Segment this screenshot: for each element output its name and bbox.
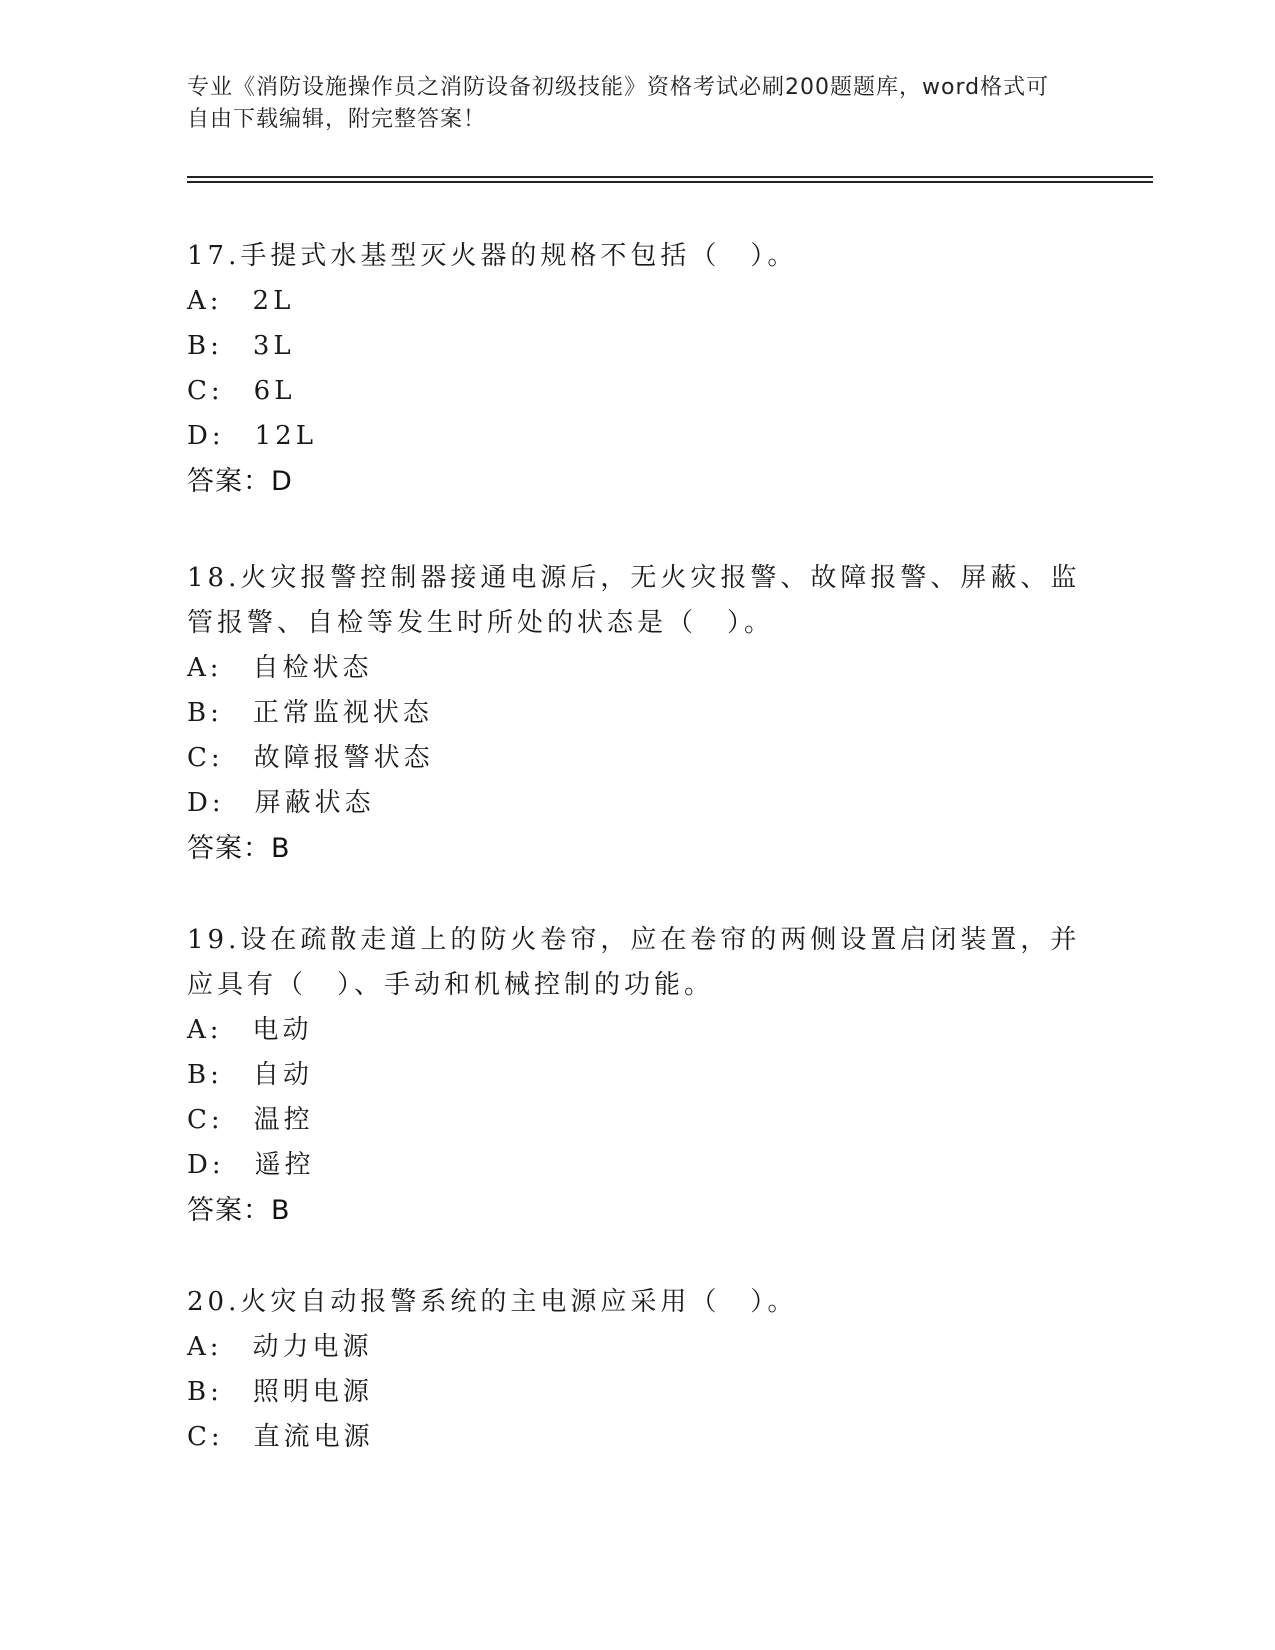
option-c: C: 直流电源 bbox=[187, 1422, 374, 1452]
question-stem: 20.火灾自动报警系统的主电源应采用（ ）。 bbox=[187, 1287, 798, 1317]
option-d: D: 屏蔽状态 bbox=[187, 788, 375, 818]
option-a: A: 电动 bbox=[187, 1015, 313, 1045]
option-c: C: 6L bbox=[187, 376, 296, 406]
question-stem: 18.火灾报警控制器接通电源后，无火灾报警、故障报警、屏蔽、监管报警、自检等发生时所处的状态是（ ）。 bbox=[187, 563, 1081, 638]
answer-line: 答案：D bbox=[187, 466, 293, 497]
question-18 bbox=[187, 556, 1087, 871]
document-header: 专业《消防设施操作员之消防设备初级技能》资格考试必刷200题题库，word格式可自由下载编辑，附完整答案！ bbox=[187, 75, 1050, 132]
option-b: B: 3L bbox=[187, 331, 295, 361]
header-rule-bottom bbox=[187, 181, 1153, 183]
option-a: A: 动力电源 bbox=[187, 1332, 373, 1362]
option-a: A: 自检状态 bbox=[187, 653, 373, 683]
option-b: B: 正常监视状态 bbox=[187, 698, 433, 728]
question-19 bbox=[187, 918, 1087, 1233]
question-stem: 19.设在疏散走道上的防火卷帘，应在卷帘的两侧设置启闭装置，并应具有（ ）、手动和机械控制的功能。 bbox=[187, 925, 1081, 1000]
question-stem: 17.手提式水基型灭火器的规格不包括（ ）。 bbox=[187, 241, 798, 271]
option-b: B: 自动 bbox=[187, 1060, 313, 1090]
header-rule-top bbox=[187, 176, 1153, 178]
answer-line: 答案：B bbox=[187, 1195, 291, 1226]
question-20 bbox=[187, 1280, 1087, 1460]
answer-line: 答案：B bbox=[187, 833, 291, 864]
option-a: A: 2L bbox=[187, 286, 295, 316]
question-17 bbox=[187, 234, 1087, 504]
option-d: D: 遥控 bbox=[187, 1150, 315, 1180]
option-b: B: 照明电源 bbox=[187, 1377, 373, 1407]
option-d: D: 12L bbox=[187, 421, 317, 451]
option-c: C: 温控 bbox=[187, 1105, 314, 1135]
option-c: C: 故障报警状态 bbox=[187, 743, 434, 773]
